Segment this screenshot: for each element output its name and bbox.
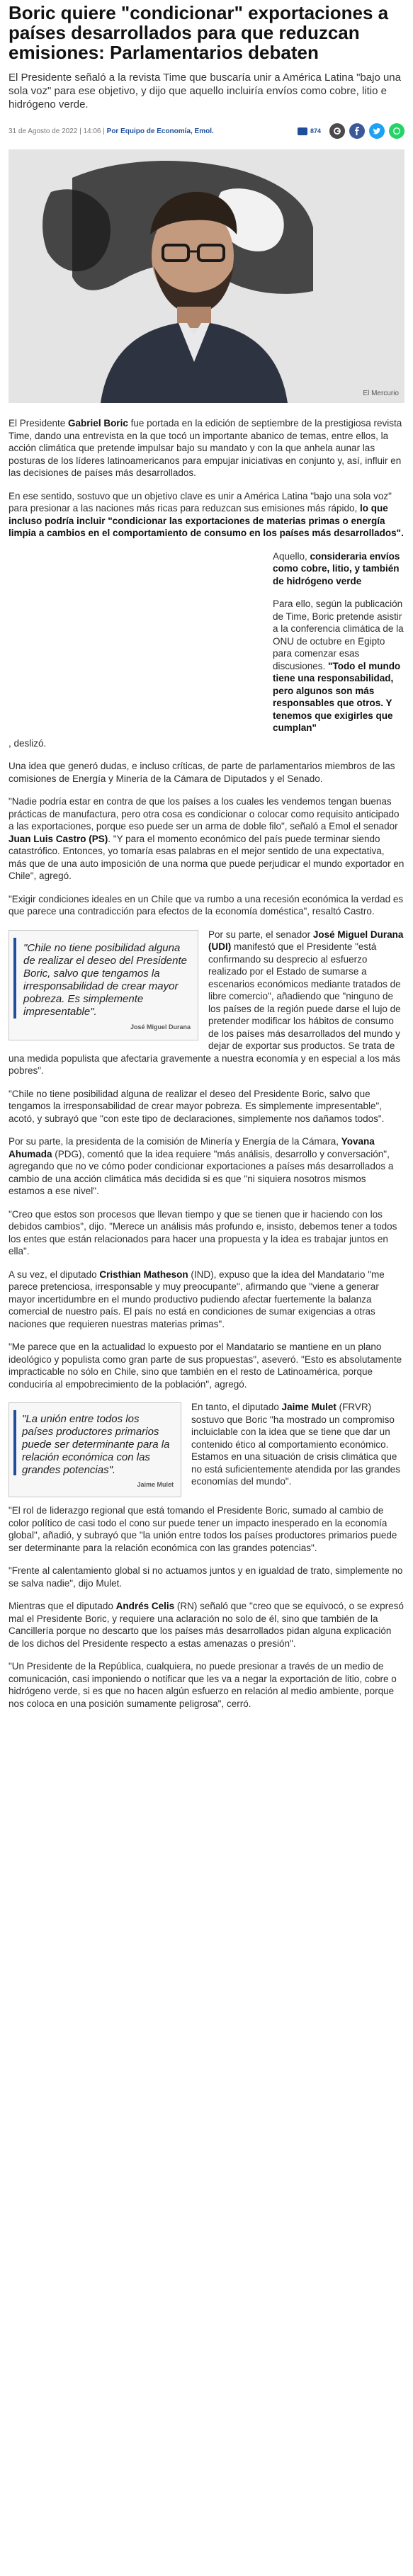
- comment-bubble-icon: [298, 127, 307, 135]
- facebook-share-icon[interactable]: [349, 123, 365, 139]
- paragraph-3-side: Aquello, consideraria envíos como cobre, litio, y también de hidrógeno verde Para ello, según la publicación de Time, Boric pretende asistir a la conferencia climática de la ONU de octubre en Egipto para comenzar esas discusiones. "Todo el mundo tiene una responsabilidad, pero algunos son más responsables que otros. Y tenemos que exigirles que cumplan": [273, 550, 404, 733]
- paragraph-10: "Creo que estos son procesos que llevan tiempo y que se tienen que ir haciendo con los debidos cambios", dijo. "Merece un análisis más profundo e, insisto, debemos tener a todos los entes que están relacionados para hacer una propuesta y la idea es trabajar juntos en ella".: [9, 1208, 397, 1256]
- paragraph-13: En tanto, el diputado Jaime Mulet (FRVR) sostuvo que Boric "ha mostrado un compromiso incluiclable con la idea que se tiene que dar un contenido ético al comportamiento económico. Estamos en una situación de crisis climática que no está suficientemente atendida por las grandes economías del mundo".: [191, 1402, 400, 1487]
- pull-quote-text: "La unión entre todos los países productores primarios puede ser determinante para la relación económica con las grandes potencias".: [22, 1413, 170, 1476]
- paragraph-9: Por su parte, la presidenta de la comisión de Minería y Energía de la Cámara, Yovana Ahumada (PDG), comentó que la idea requiere "más análisis, desarrollo y conversación", agregando que no ve cómo poder condicionar exportaciones a países más desarrollados a cambio de una acción climática más decidida si es que "ni siquiera nosotros mismos estamos a ese nivel".: [9, 1136, 394, 1196]
- photo-credit: El Mercurio: [363, 390, 399, 397]
- president-portrait-illustration: [9, 149, 404, 403]
- article-photo: [9, 149, 404, 403]
- paragraph-14: "El rol de liderazgo regional que está tomando el Presidente Boric, sumado al cambio de color político de casi todo el cono sur puede tener un impacto inesperado en la economía global", añadió, y subrayó que "la unión entre todos los países productores primarios puede ser determinante para la relación económica con las grandes potencias".: [9, 1505, 397, 1553]
- paragraph-16: Mientras que el diputado Andrés Celis (RN) señaló que "creo que se equivocó, o se expresó mal el Presidente Boric, y requiere una aclaración no solo de él, sino que también de la Cancillería porque no descarto que los países más desarrollados pidan alguna explicación de los dichos del Presidente respecto a estas amenazas o presión".: [9, 1601, 404, 1649]
- pull-quote-mulet: [9, 1402, 181, 1497]
- article-byline: [9, 127, 214, 135]
- pull-quote-durana: [9, 930, 198, 1040]
- paragraph-1: El Presidente Gabriel Boric fue portada en la edición de septiembre de la prestigiosa revista Time, dando una entrevista en la que tocó un importante abanico de temas, entre ellos, la acción climática que pretende impulsar bajo su mandato y con la que anhela aunar las posturas de los líderes latinoamericanos para empujar iniciativas en conjunto y, así, influir en las decisiones de países más desarrollados.: [9, 418, 402, 478]
- paragraph-2: En ese sentido, sostuvo que un objetivo clave es unir a América Latina "bajo una sola voz" para presionar a las naciones más ricas para reduzcan sus emisiones más rápido, lo que incluso podría incluir "condicionar las exportaciones de materias primas o energía limpia a cambios en el comportamiento de consumo en los países más desarrollados".: [9, 490, 404, 538]
- article-body: [0, 403, 413, 1710]
- share-bar: [298, 123, 404, 139]
- paragraph-3-end: , deslizó.: [9, 737, 47, 749]
- paragraph-4: Una idea que generó dudas, e incluso críticas, de parte de parlamentarios miembros de las comisiones de Energía y Minería de la Cámara de Diputados y el Senado.: [9, 761, 395, 784]
- whatsapp-share-icon[interactable]: [389, 123, 404, 139]
- pull-quote-author: José Miguel Durana: [130, 1023, 191, 1031]
- comments-counter[interactable]: [298, 127, 321, 135]
- paragraph-8: "Chile no tiene posibilidad alguna de realizar el deseo del Presidente Boric, salvo que tengamos la irresponsabilidad de crear mayor pobreza. Es simplemente impresentable", acotó, y subrayó que "con este tipo de declaraciones, simplemente nos dañamos todos".: [9, 1088, 385, 1124]
- comments-count: 874: [310, 127, 321, 135]
- paragraph-5: "Nadie podría estar en contra de que los países a los cuales les vendemos tengan buenas prácticas de manufactura, pero otra cosa es condicionar o colocar como requisito anticipado a las exportaciones, porque eso puede ser un arma de doble filo", señaló a Emol el senador Juan Luis Castro (PS). "Y para el momento económico del país puede terminar siendo catastrófico. Entonces, yo tomaría esas palabras en el mejor sentido de una expectativa, más que de una auto imposición de una norma que puede perjudicar el mundo exportador en Chile", agregó.: [9, 796, 404, 881]
- article-meta: [0, 111, 413, 142]
- paragraph-17: "Un Presidente de la República, cualquiera, no puede presionar a través de un medio de comunicación, casi imponiendo o notificar que les va a negar la exportación de litio, cobre o hidrógeno verde, si es que no hacen algún esfuerzo en relación al medio ambiente, porque nos coloca en una posición sumamente peligrosa", cerró.: [9, 1661, 397, 1709]
- paragraph-6: "Exigir condiciones ideales en un Chile que va rumbo a una recesión económica la verdad es que parece una contradicción para efectos de la economía doméstica", resaltó Castro.: [9, 893, 404, 917]
- article-author[interactable]: Por Equipo de Economía, Emol.: [106, 127, 214, 135]
- article-date: 31 de Agosto de 2022 | 14:06 |: [9, 127, 105, 135]
- article-summary: El Presidente señaló a la revista Time que buscaría unir a América Latina "bajo una sola voz" para ese objetivo, y dijo que aquello incluiría envíos como cobre, litio e hidrógeno verde.: [9, 72, 401, 110]
- google-share-icon[interactable]: [329, 123, 345, 139]
- twitter-share-icon[interactable]: [369, 123, 385, 139]
- pull-quote-author: Jaime Mulet: [137, 1480, 174, 1488]
- paragraph-12: "Me parece que en la actualidad lo expuesto por el Mandatario se mantiene en un plano ideológico y populista como gran parte de sus propuestas", aseveró. "Esto es absolutamente impracticable no sólo en Chile, sino que también en el resto de Latinoamérica, porque conduciría al empobrecimiento de la población", agregó.: [9, 1341, 402, 1390]
- article-title: Boric quiere "condicionar" exportaciones a países desarrollados para que reduzcan emisiones: Parlamentarios debaten: [9, 2, 389, 63]
- pull-quote-text: "Chile no tiene posibilidad alguna de realizar el deseo del Presidente Boric, salvo que tengamos la irresponsabilidad de crear mayor pobreza. Es simplemente impresentable".: [23, 941, 187, 1018]
- paragraph-15: "Frente al calentamiento global si no actuamos juntos y en igualdad de trato, simplemente no se salva nadie", dijo Mulet.: [9, 1565, 403, 1589]
- paragraph-11: A su vez, el diputado Cristhian Matheson (IND), expuso que la idea del Mandatario "me parece pretenciosa, irresponsable y muy preocupante", afirmando que "viene a generar mayor incertidumbre en el mundo productivo pudiendo afectar fuertemente la balanza comercial de nuestro país. El país no está en condiciones de sumar exigencias a otras naciones que requieren nuestras materias primas".: [9, 1269, 385, 1329]
- paragraph-7: Por su parte, el senador José Miguel Durana (UDI) manifestó que el Presidente "está confirmando su desprecio al esfuerzo realizado por el Estado de sumarse a escenarios económicos mediante tratados de libre comercio", añadiendo que "ninguno de los países de la región puede darse el lujo de pretender modificar los hábitos de consumo de los países más desarrollados del mundo y dejar de exportar sus productos. Se trata de una medida populista que afectaría gravemente a nuestra economía y en especial a los más pobres".: [9, 929, 404, 1076]
